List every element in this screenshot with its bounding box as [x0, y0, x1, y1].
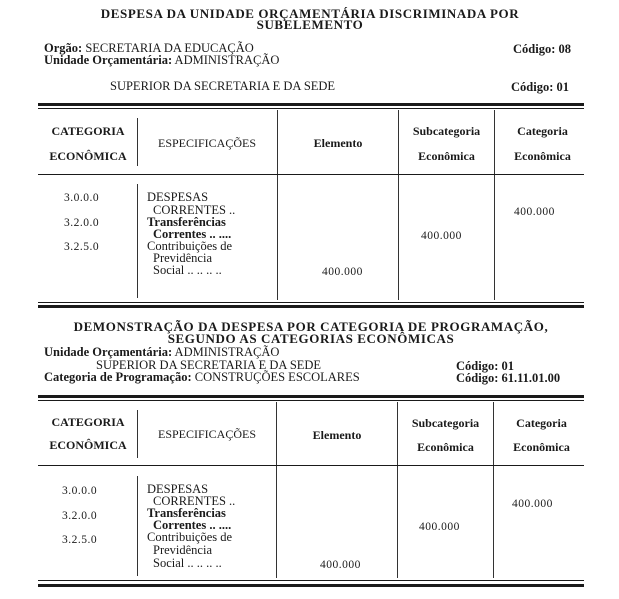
table2-spec-0: DESPESAS [147, 482, 209, 496]
table1-elemento-value: 400.000 [322, 266, 363, 278]
unidade-value: ADMINISTRAÇÃO [174, 345, 280, 359]
table1-header-espec: ESPECIFICAÇÕES [157, 136, 257, 150]
table2-header-espec: ESPECIFICAÇÕES [157, 427, 257, 441]
table2-bottom-rule [38, 584, 584, 587]
section2-categoria [44, 371, 360, 383]
table1-sep-cat-body [137, 184, 138, 298]
table2-sep-cat [137, 410, 138, 458]
section2-title-line2: SEGUNDO AS CATEGORIAS ECONÔMICAS [167, 331, 455, 346]
section2-title-line1: DEMONSTRAÇÃO DA DESPESA POR CATEGORIA DE PROGRAMAÇÃO, [73, 319, 549, 334]
table2-spec-5: Previdência [153, 543, 213, 557]
table2-header-cat-line1: CATEGORIA [51, 415, 125, 429]
table1-header-cat-line1: CATEGORIA [51, 124, 125, 138]
table1-code-1: 3.2.0.0 [64, 217, 100, 229]
table1-spec-5: Previdência [153, 251, 213, 265]
table1-categ-value: 400.000 [514, 206, 555, 218]
unidade-value: ADMINISTRAÇÃO [174, 53, 280, 67]
table2-header-elemento: Elemento [312, 428, 362, 442]
table1-top-rule [38, 103, 584, 106]
table1-header-categ-line2: Econômica [514, 149, 571, 163]
categoria-label: Categoria de Programação: [44, 370, 192, 384]
table2-spec-4: Contribuições de [147, 530, 233, 544]
orgao-value: SECRETARIA DA EDUCAÇÃO [85, 41, 254, 55]
orgao-label: Orgão: [44, 41, 83, 55]
table1-top-rule-thin [38, 108, 584, 109]
table2-header-categ-line2: Econômica [513, 440, 570, 454]
table2-bottom-rule-thin [38, 580, 584, 581]
section1-orgao-codigo: Código: 08 [513, 42, 571, 56]
table2-header-cat-line2: ECONÔMICA [49, 438, 127, 452]
table1-code-0: 3.0.0.0 [64, 192, 100, 204]
table2-header-subcat-line2: Econômica [417, 440, 474, 454]
table1-header-subcat-line1: Subcategoria [412, 124, 481, 138]
table1-spec-2: Transferências [147, 215, 226, 229]
table2-header-rule [38, 465, 584, 466]
section2-sub-codigo: Código: 01 [456, 359, 514, 373]
section1-sub-unidade: SUPERIOR DA SECRETARIA E DA SEDE [110, 79, 336, 93]
table1-spec-0: DESPESAS [147, 190, 209, 204]
section1-sub-codigo: Código: 01 [511, 80, 569, 94]
table2-header-categ-line1: Categoria [516, 416, 567, 430]
table1-header-elemento: Elemento [313, 136, 363, 150]
section2-unidade [44, 346, 279, 358]
table1-subcat-value: 400.000 [421, 230, 462, 242]
table1-spec-1: CORRENTES .. [153, 203, 236, 217]
table2-header-subcat-line1: Subcategoria [411, 416, 480, 430]
section1-unidade [44, 54, 279, 66]
table1-code-2: 3.2.5.0 [64, 241, 100, 253]
table1-spec-4: Contribuições de [147, 239, 233, 253]
unidade-label: Unidade Orçamentária: [44, 345, 173, 359]
table2-top-rule-thin [38, 400, 584, 401]
table1-bottom-rule-thin [38, 302, 584, 303]
table1-header-categ-line1: Categoria [517, 124, 568, 138]
table2-spec-3: Correntes .. .... [153, 518, 232, 532]
table2-spec-2: Transferências [147, 506, 226, 520]
table1-header-cat-line2: ECONÔMICA [49, 149, 127, 163]
table2-code-2: 3.2.5.0 [62, 534, 98, 546]
table1-spec-6: Social .. .. .. .. [153, 263, 222, 277]
table2-spec-1: CORRENTES .. [153, 494, 236, 508]
table2-elemento-value: 400.000 [320, 559, 361, 571]
table2-spec-6: Social .. .. .. .. [153, 556, 222, 570]
categoria-value: CONSTRUÇÕES ESCOLARES [194, 370, 360, 384]
table1-header-rule [38, 174, 584, 175]
table2-categ-value: 400.000 [512, 498, 553, 510]
table1-bottom-rule [38, 305, 584, 308]
section2-sub-unidade: SUPERIOR DA SECRETARIA E DA SEDE [96, 358, 322, 372]
section1-title-line2: SUBELEMENTO [256, 17, 364, 32]
section1-title-line1: DESPESA DA UNIDADE ORÇAMENTÁRIA DISCRIMINADA POR [100, 6, 520, 21]
table2-top-rule [38, 395, 584, 398]
table2-subcat-value: 400.000 [419, 521, 460, 533]
table2-sep-cat-body [137, 476, 138, 576]
table1-spec-3: Correntes .. .... [153, 227, 232, 241]
table1-sep-cat [137, 118, 138, 166]
section2-categoria-codigo: Código: 61.11.01.00 [456, 371, 561, 385]
table2-code-0: 3.0.0.0 [62, 485, 98, 497]
table1-header-subcat-line2: Econômica [418, 149, 475, 163]
table2-code-1: 3.2.0.0 [62, 510, 98, 522]
unidade-label: Unidade Orçamentária: [44, 53, 173, 67]
